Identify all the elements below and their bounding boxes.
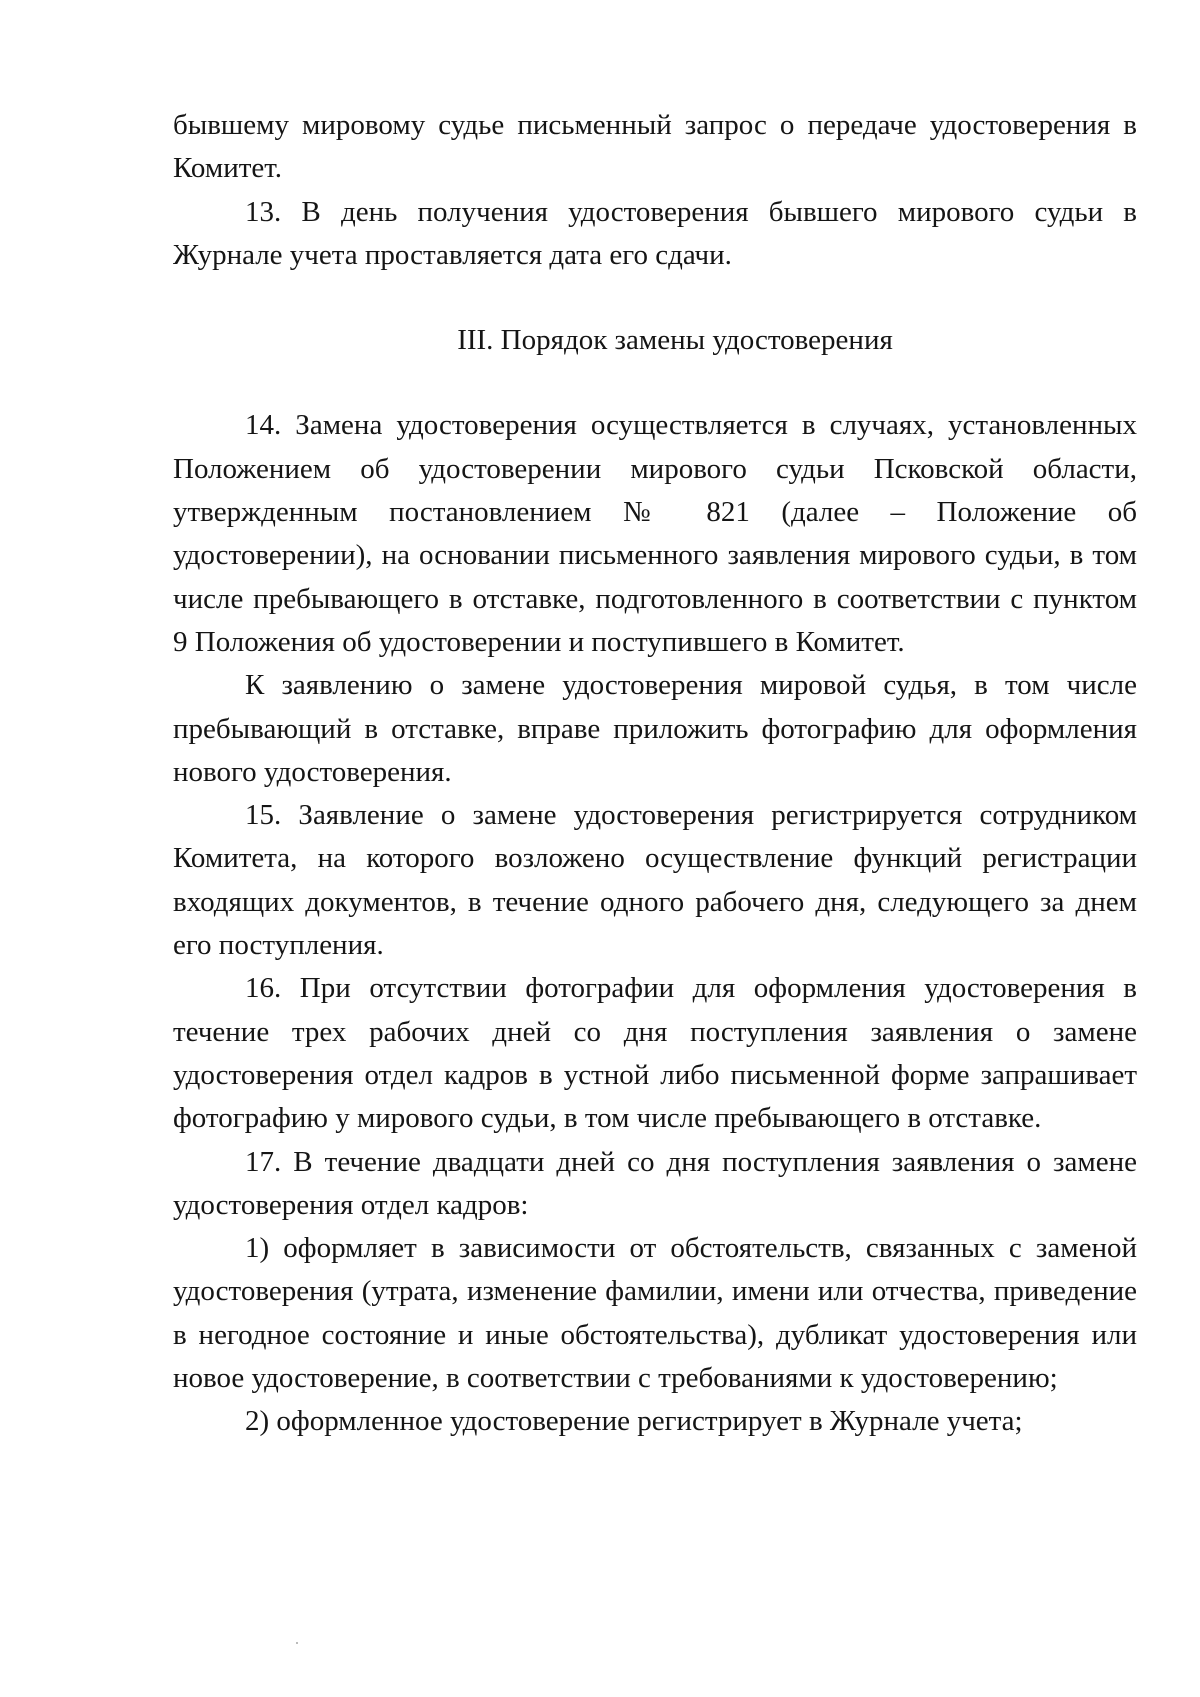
- paragraph-continuation: бывшему мировому судье письменный запрос о передаче удостоверения в Комитет.: [173, 109, 1137, 185]
- scan-speck: [296, 1642, 298, 1644]
- paragraph-17: 17. В течение двадцати дней со дня поступления заявления о замене удостоверения отдел кадров:: [173, 1145, 1137, 1221]
- paragraph-16: 16. При отсутствии фотографии для оформления удостоверения в течение трех рабочих дней со дня поступления заявления о замене удостоверения отдел кадров в устной либо письменной форме запрашивает фотографию у мирового судьи, в том числе пребывающего в отставке.: [173, 972, 1137, 1135]
- section-heading: III. Порядок замены удостоверения: [457, 324, 893, 357]
- list-item-2: 2) оформленное удостоверение регистрирует в Журнале учета;: [245, 1405, 1023, 1438]
- paragraph-14-note: К заявлению о замене удостоверения мировой судья, в том числе пребывающий в отставке, вправе приложить фотографию для оформления нового удостоверения.: [173, 669, 1137, 788]
- paragraph-15: 15. Заявление о замене удостоверения регистрируется сотрудником Комитета, на которого возложено осуществление функций регистрации входящих документов, в течение одного рабочего дня, следующего за днем его поступления.: [173, 799, 1137, 962]
- document-page: [173, 104, 1137, 1444]
- list-item-1: 1) оформляет в зависимости от обстоятельств, связанных с заменой удостоверения (утрата, изменение фамилии, имени или отчества, приведение в негодное состояние и иные обстоятельства), дубликат удостоверения или новое удостоверение, в соответствии с требованиями к удостоверению;: [173, 1232, 1137, 1395]
- paragraph-13: 13. В день получения удостоверения бывшего мирового судьи в Журнале учета проставляется дата его сдачи.: [173, 195, 1137, 271]
- paragraph-14: 14. Замена удостоверения осуществляется в случаях, установленных Положением об удостоверении мирового судьи Псковской области, утвержденным постановлением № 821 (далее – Положение об удостоверении), на основании письменного заявления мирового судьи, в том числе пребывающего в отставке, подготовленного в соответствии с пунктом 9 Положения об удостоверении и поступившего в Комитет.: [173, 409, 1137, 658]
